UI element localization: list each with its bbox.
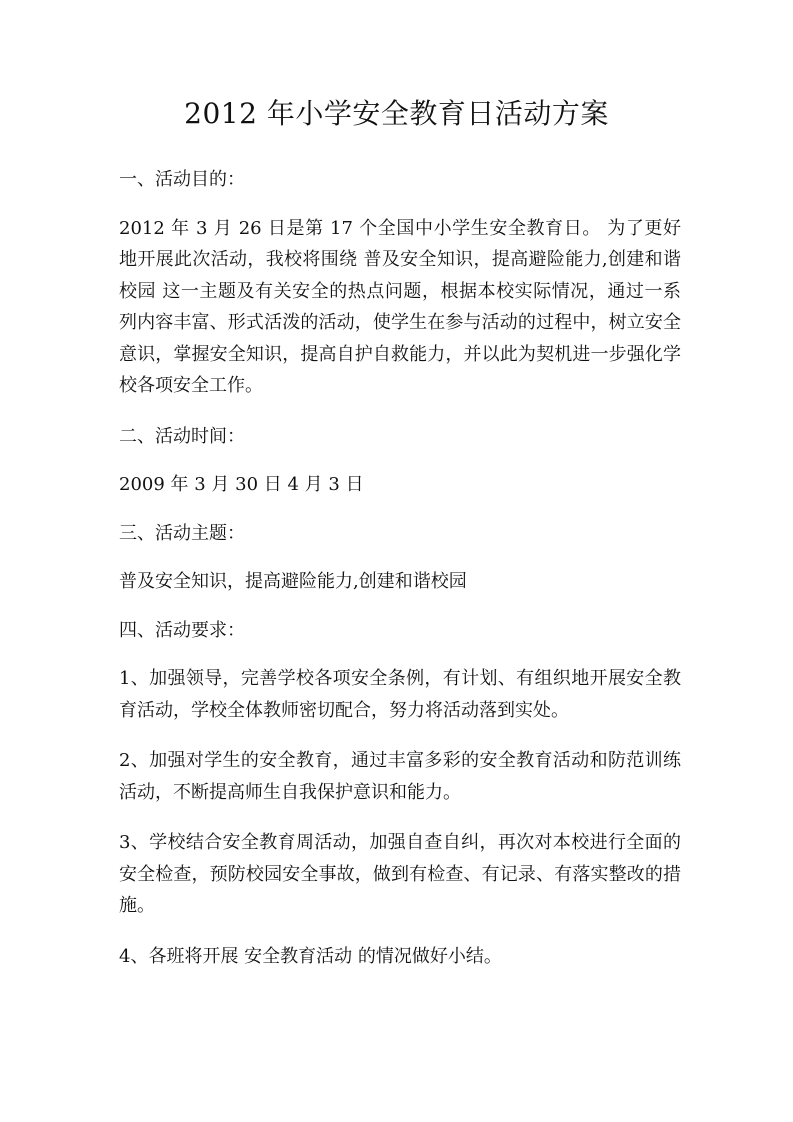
requirement-item-3: 3、学校结合安全教育周活动，加强自查自纠，再次对本校进行全面的安全检查，预防校园安全事故，做到有检查、有记录、有落实整改的措施。 <box>119 832 681 916</box>
section-heading-requirements: 四、活动要求： <box>119 619 245 641</box>
section-heading-purpose: 一、活动目的： <box>119 169 245 190</box>
requirement-item-4: 4、各班将开展 安全教育活动 的情况做好小结。 <box>119 945 502 967</box>
section-text-time: 2009 年 3 月 30 日 4 月 3 日 <box>119 474 364 495</box>
document-body <box>119 164 681 991</box>
section-heading-time: 二、活动时间： <box>119 425 245 447</box>
section-heading-theme: 三、活动主题： <box>119 522 245 544</box>
requirement-item-2: 2、加强对学生的安全教育，通过丰富多彩的安全教育活动和防范训练活动，不断提高师生自我保护意识和能力。 <box>119 750 681 803</box>
document-title: 2012 年小学安全教育日活动方案 <box>184 97 609 130</box>
section-text-theme: 普及安全知识，提高避险能力,创建和谐校园 <box>119 571 467 592</box>
requirement-item-1: 1、加强领导，完善学校各项安全条例，有计划、有组织地开展安全教育活动，学校全体教师密切配合，努力将活动落到实处。 <box>119 668 681 721</box>
section-text-purpose: 2012 年 3 月 26 日是第 17 个全国中小学生安全教育日。 为了更好地开展此次活动，我校将围绕 普及安全知识，提高避险能力,创建和谐校园 这一主题及有关安全的热点问题，根据本校实际情况，通过一系列内容丰富、形式活泼的活动，使学生在参与活动的过程中，树立安全意识，掌握安全知识，提高自护自救能力，并以此为契机进一步强化学校各项安全工作。 <box>119 217 681 396</box>
